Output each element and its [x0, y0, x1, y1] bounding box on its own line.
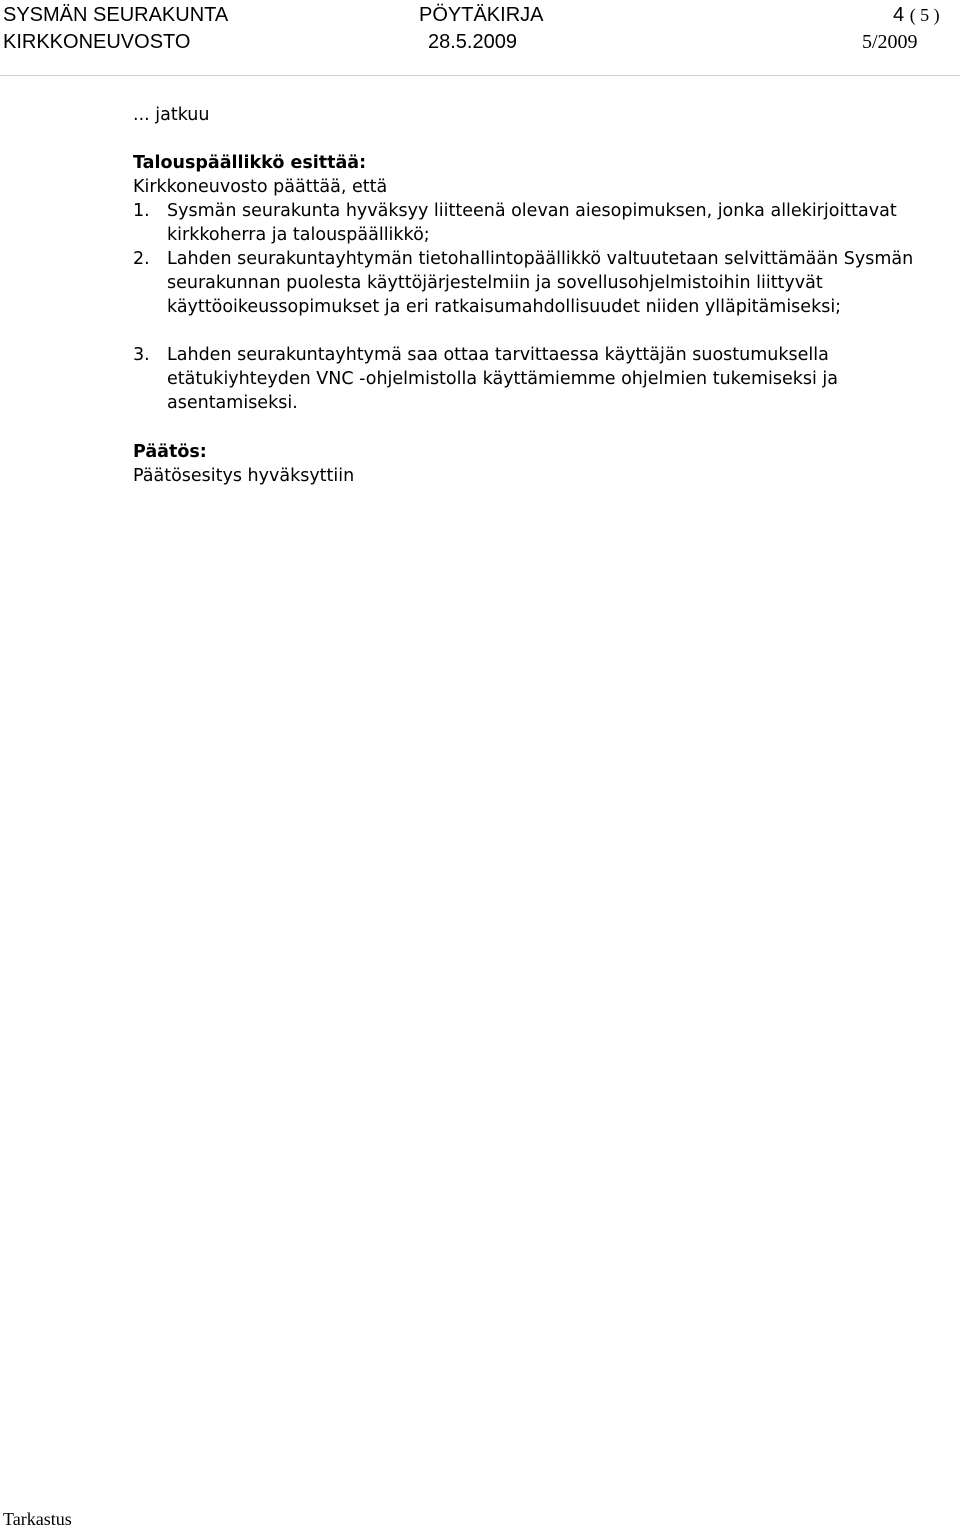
continuation-note: ... jatkuu	[133, 105, 210, 125]
page-indicator	[893, 3, 940, 27]
meeting-date: 28.5.2009	[428, 31, 517, 53]
page-number: 4	[893, 4, 905, 26]
document-type: PÖYTÄKIRJA	[419, 4, 544, 26]
page-total: ( 5 )	[909, 5, 940, 25]
list-item-text: Sysmän seurakunta hyväksyy liitteenä olevan aiesopimuksen, jonka allekirjoittavat kirkkoherra ja talouspäällikkö;	[167, 201, 897, 245]
list-item-number: 2.	[133, 249, 150, 269]
decision-text: Päätösesitys hyväksyttiin	[133, 466, 355, 486]
decision-heading: Päätös:	[133, 442, 207, 462]
header-divider	[0, 75, 960, 76]
proposal-heading: Talouspäällikkö esittää:	[133, 153, 367, 173]
minutes-number: 5/2009	[862, 31, 918, 53]
governing-body: KIRKKONEUVOSTO	[3, 31, 191, 53]
proposal-intro: Kirkkoneuvosto päättää, että	[133, 177, 388, 197]
review-label: Tarkastus	[3, 1509, 72, 1529]
list-item-text: Lahden seurakuntayhtymän tietohallintopäällikkö valtuutetaan selvittämään Sysmän seurakunnan puolesta käyttöjärjestelmiin ja sovellusohjelmistoihin liittyvät käyttöoikeussopimukset ja eri ratkaisumahdollisuudet niiden ylläpitämiseksi;	[167, 249, 914, 317]
list-item-number: 3.	[133, 345, 150, 365]
list-item-text: Lahden seurakuntayhtymä saa ottaa tarvittaessa käyttäjän suostumuksella etätukiyhteyden VNC -ohjelmistolla käyttämiemme ohjelmien tukemiseksi ja asentamiseksi.	[167, 345, 838, 413]
list-item-number: 1.	[133, 201, 150, 221]
organization-name: SYSMÄN SEURAKUNTA	[3, 4, 229, 26]
